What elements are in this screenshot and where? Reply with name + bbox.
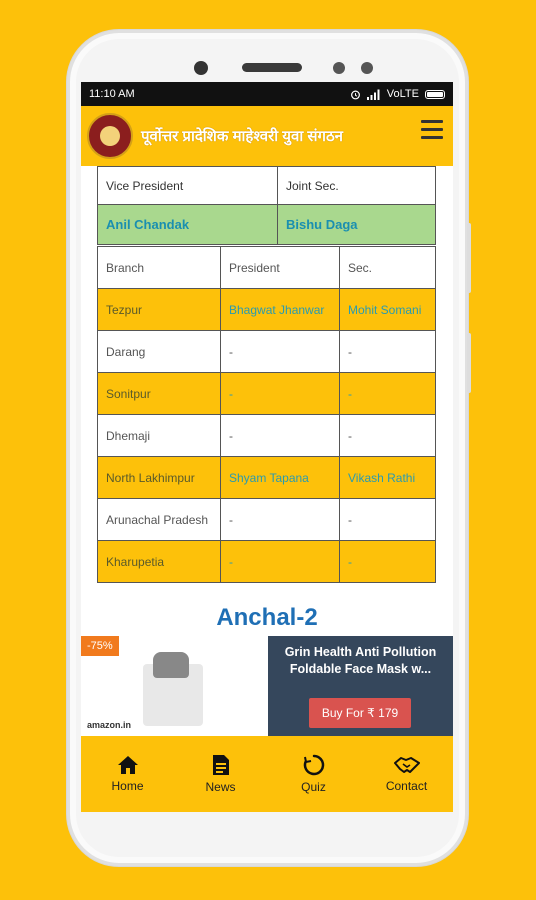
home-icon [117, 755, 139, 775]
amazon-logo: amazon.in [87, 720, 132, 730]
table-header-cell: Vice President [98, 167, 278, 205]
app-screen [81, 82, 453, 812]
table-cell: Bhagwat Jhanwar [221, 289, 340, 331]
table-cell: - [340, 331, 436, 373]
table-cell: Bishu Daga [278, 205, 436, 245]
news-icon [212, 754, 230, 776]
side-button [467, 333, 471, 393]
table-cell: - [340, 415, 436, 457]
table-cell: Tezpur [98, 289, 221, 331]
handshake-icon [393, 755, 421, 775]
table-cell: Shyam Tapana [221, 457, 340, 499]
table-row [98, 541, 436, 583]
table-row [98, 247, 436, 289]
table-cell: North Lakhimpur [98, 457, 221, 499]
nav-label: News [205, 780, 236, 794]
hamburger-menu-icon[interactable] [421, 120, 443, 144]
table-row [98, 331, 436, 373]
table-row [98, 167, 436, 205]
table-cell: - [221, 331, 340, 373]
table-cell: - [221, 541, 340, 583]
table-cell: - [221, 499, 340, 541]
table-cell: Sonitpur [98, 373, 221, 415]
table-row [98, 205, 436, 245]
table-cell: - [221, 415, 340, 457]
earpiece-speaker [242, 63, 302, 72]
table-row [98, 373, 436, 415]
nav-label: Contact [385, 779, 428, 793]
alarm-icon [350, 89, 361, 100]
table-row [98, 415, 436, 457]
network-type: VoLTE [386, 88, 419, 100]
table-row [98, 289, 436, 331]
side-button [467, 223, 471, 293]
sensor [361, 62, 373, 74]
branch-table [97, 246, 436, 583]
discount-badge: -75% [81, 636, 119, 656]
nav-quiz[interactable] [279, 754, 349, 794]
ad-banner[interactable] [81, 636, 453, 736]
table-cell: Arunachal Pradesh [98, 499, 221, 541]
table-header-cell: Joint Sec. [278, 167, 436, 205]
sensor [333, 62, 345, 74]
table-cell: Dhemaji [98, 415, 221, 457]
table-cell: Anil Chandak [98, 205, 278, 245]
table-row [98, 499, 436, 541]
table-cell: - [340, 499, 436, 541]
front-camera [194, 61, 208, 75]
table-header-cell: Sec. [340, 247, 436, 289]
table-cell: Kharupetia [98, 541, 221, 583]
organization-logo [87, 113, 133, 159]
app-bar [81, 106, 453, 166]
table-row [98, 457, 436, 499]
table-cell: Darang [98, 331, 221, 373]
buy-button[interactable]: Buy For ₹ 179 [309, 698, 411, 728]
nav-home[interactable] [93, 755, 163, 793]
table-header-cell: Branch [98, 247, 221, 289]
face-mask-image [153, 652, 189, 678]
officers-table [97, 166, 436, 245]
section-heading: Anchal-2 [216, 604, 318, 631]
table-cell: - [221, 373, 340, 415]
table-cell: Vikash Rathi [340, 457, 436, 499]
main-content[interactable] [81, 166, 453, 636]
quiz-icon [303, 754, 325, 776]
table-cell: Mohit Somani [340, 289, 436, 331]
battery-icon [425, 90, 445, 99]
nav-contact[interactable] [372, 755, 442, 793]
table-cell: - [340, 373, 436, 415]
app-title: पूर्वोत्तर प्रादेशिक माहेश्वरी युवा संगठन [141, 128, 344, 145]
status-time: 11:10 AM [89, 88, 135, 100]
status-bar [81, 82, 453, 106]
nav-label: Quiz [301, 780, 326, 794]
nav-news[interactable] [186, 754, 256, 794]
ad-details[interactable] [268, 636, 453, 736]
table-header-cell: President [221, 247, 340, 289]
ad-product-image[interactable] [81, 636, 268, 736]
bottom-navigation [81, 736, 453, 812]
signal-icon [367, 89, 381, 100]
table-cell: - [340, 541, 436, 583]
nav-label: Home [111, 779, 144, 793]
ad-title[interactable]: Grin Health Anti Pollution Foldable Face Mask w... [284, 645, 437, 676]
